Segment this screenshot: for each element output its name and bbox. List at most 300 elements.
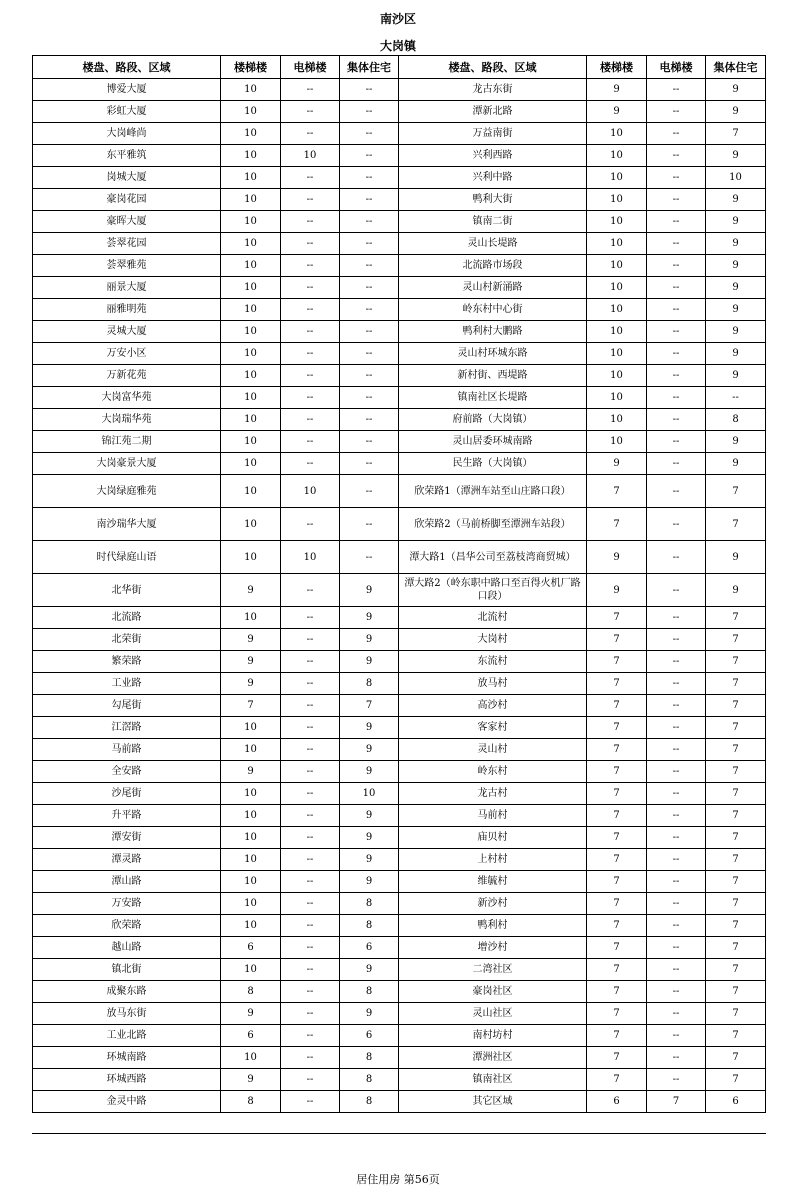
table-row: [33, 761, 766, 783]
table-row: [33, 1025, 766, 1047]
value-cell: 7: [706, 508, 766, 541]
value-cell: 7: [706, 959, 766, 981]
value-cell: 7: [587, 607, 647, 629]
value-cell: 10: [221, 893, 281, 915]
value-cell: --: [340, 431, 399, 453]
value-cell: 6: [340, 1025, 399, 1047]
value-cell: 7: [706, 805, 766, 827]
location-cell: 豪岗花园: [33, 189, 221, 211]
value-cell: 6: [340, 937, 399, 959]
location-cell: 鸭利村大鹏路: [399, 321, 587, 343]
value-cell: --: [340, 79, 399, 101]
value-cell: 7: [647, 1091, 706, 1113]
value-cell: --: [647, 717, 706, 739]
location-cell: 兴利中路: [399, 167, 587, 189]
value-cell: --: [281, 783, 340, 805]
location-cell: 大岗富华苑: [33, 387, 221, 409]
value-cell: 6: [221, 937, 281, 959]
value-cell: 9: [706, 101, 766, 123]
location-cell: 高沙村: [399, 695, 587, 717]
value-cell: 7: [587, 805, 647, 827]
value-cell: --: [281, 255, 340, 277]
location-cell: 丽雅明苑: [33, 299, 221, 321]
location-cell: 欣荣路2（马前桥脚至潭洲车站段）: [399, 508, 587, 541]
value-cell: 10: [221, 343, 281, 365]
table-row: [33, 783, 766, 805]
value-cell: --: [647, 574, 706, 607]
value-cell: --: [647, 937, 706, 959]
table-row: [33, 893, 766, 915]
value-cell: --: [281, 739, 340, 761]
value-cell: 7: [706, 871, 766, 893]
value-cell: 7: [587, 475, 647, 508]
value-cell: --: [340, 277, 399, 299]
table-row: [33, 673, 766, 695]
location-cell: 锦江苑二期: [33, 431, 221, 453]
table-row: [33, 101, 766, 123]
value-cell: 10: [221, 321, 281, 343]
value-cell: --: [340, 233, 399, 255]
table-row: [33, 255, 766, 277]
table-row: [33, 871, 766, 893]
value-cell: 9: [706, 255, 766, 277]
value-cell: 7: [587, 1069, 647, 1091]
table-row: [33, 343, 766, 365]
table-row: [33, 508, 766, 541]
value-cell: 10: [221, 387, 281, 409]
table-row: [33, 321, 766, 343]
table-row: [33, 607, 766, 629]
value-cell: --: [647, 695, 706, 717]
value-cell: 10: [221, 211, 281, 233]
table-row: [33, 629, 766, 651]
value-cell: 10: [587, 365, 647, 387]
location-cell: 灵山村环城东路: [399, 343, 587, 365]
table-row: [33, 915, 766, 937]
value-cell: 7: [340, 695, 399, 717]
header-row: [33, 56, 766, 79]
value-cell: 7: [587, 717, 647, 739]
value-cell: --: [281, 343, 340, 365]
location-cell: 鸭利大街: [399, 189, 587, 211]
value-cell: 9: [706, 299, 766, 321]
value-cell: --: [647, 1047, 706, 1069]
value-cell: 9: [221, 651, 281, 673]
table-row: [33, 365, 766, 387]
value-cell: --: [647, 343, 706, 365]
value-cell: 7: [706, 981, 766, 1003]
value-cell: --: [647, 761, 706, 783]
value-cell: --: [281, 673, 340, 695]
location-cell: 增沙村: [399, 937, 587, 959]
value-cell: --: [281, 365, 340, 387]
value-cell: --: [281, 915, 340, 937]
table-row: [33, 717, 766, 739]
table-row: [33, 981, 766, 1003]
value-cell: --: [281, 717, 340, 739]
value-cell: 10: [281, 145, 340, 167]
value-cell: --: [340, 321, 399, 343]
value-cell: 9: [587, 541, 647, 574]
value-cell: --: [281, 101, 340, 123]
value-cell: --: [340, 453, 399, 475]
location-cell: 潭大路1（昌华公司至荔枝湾商贸城）: [399, 541, 587, 574]
value-cell: --: [281, 893, 340, 915]
value-cell: 9: [340, 959, 399, 981]
district-title: 南沙区: [379, 12, 416, 26]
location-cell: 民生路（大岗镇）: [399, 453, 587, 475]
value-cell: 7: [706, 673, 766, 695]
value-cell: 7: [587, 849, 647, 871]
value-cell: 7: [706, 783, 766, 805]
header-cell: 楼梯楼: [587, 56, 647, 79]
value-cell: 9: [706, 541, 766, 574]
location-cell: 繁荣路: [33, 651, 221, 673]
value-cell: --: [281, 805, 340, 827]
value-cell: 9: [340, 805, 399, 827]
value-cell: 10: [221, 1047, 281, 1069]
value-cell: --: [340, 167, 399, 189]
value-cell: --: [281, 409, 340, 431]
location-cell: 上村村: [399, 849, 587, 871]
value-cell: 7: [706, 695, 766, 717]
value-cell: --: [647, 607, 706, 629]
value-cell: 7: [706, 607, 766, 629]
value-cell: 9: [340, 607, 399, 629]
value-cell: 7: [706, 1025, 766, 1047]
value-cell: --: [647, 299, 706, 321]
location-cell: 镇南社区: [399, 1069, 587, 1091]
value-cell: --: [340, 343, 399, 365]
value-cell: --: [647, 805, 706, 827]
value-cell: 7: [706, 1047, 766, 1069]
value-cell: --: [647, 739, 706, 761]
table-row: [33, 277, 766, 299]
value-cell: --: [281, 574, 340, 607]
value-cell: 10: [587, 189, 647, 211]
value-cell: --: [647, 475, 706, 508]
location-cell: 维毓村: [399, 871, 587, 893]
value-cell: 10: [340, 783, 399, 805]
table-row: [33, 123, 766, 145]
location-cell: 鸭利村: [399, 915, 587, 937]
value-cell: --: [281, 277, 340, 299]
value-cell: 10: [221, 189, 281, 211]
value-cell: 10: [587, 211, 647, 233]
location-cell: 南沙瑞华大厦: [33, 508, 221, 541]
location-cell: 马前路: [33, 739, 221, 761]
value-cell: --: [647, 849, 706, 871]
value-cell: --: [281, 299, 340, 321]
value-cell: 8: [340, 673, 399, 695]
value-cell: 9: [340, 574, 399, 607]
value-cell: 10: [221, 508, 281, 541]
table-row: [33, 1047, 766, 1069]
location-cell: 北华街: [33, 574, 221, 607]
value-cell: 10: [221, 79, 281, 101]
value-cell: 9: [706, 211, 766, 233]
location-cell: 庙贝村: [399, 827, 587, 849]
value-cell: 7: [587, 1003, 647, 1025]
value-cell: 7: [221, 695, 281, 717]
value-cell: 9: [706, 79, 766, 101]
header-cell: 电梯楼: [647, 56, 706, 79]
value-cell: 9: [706, 321, 766, 343]
value-cell: 7: [587, 508, 647, 541]
value-cell: 9: [706, 277, 766, 299]
value-cell: 9: [706, 431, 766, 453]
location-cell: 欣荣路1（潭洲车站至山庄路口段）: [399, 475, 587, 508]
value-cell: 9: [221, 1069, 281, 1091]
value-cell: 9: [706, 574, 766, 607]
value-cell: --: [281, 167, 340, 189]
value-cell: 9: [221, 629, 281, 651]
value-cell: 9: [340, 651, 399, 673]
value-cell: --: [647, 211, 706, 233]
value-cell: 8: [340, 1047, 399, 1069]
value-cell: --: [647, 365, 706, 387]
table-row: [33, 387, 766, 409]
location-cell: 江滘路: [33, 717, 221, 739]
header-cell: 楼盘、路段、区域: [33, 56, 221, 79]
value-cell: 10: [221, 475, 281, 508]
location-cell: 万安路: [33, 893, 221, 915]
value-cell: 7: [587, 959, 647, 981]
value-cell: --: [281, 211, 340, 233]
value-cell: 9: [340, 717, 399, 739]
value-cell: 9: [340, 849, 399, 871]
page-footer: 居住用房 第56页: [356, 1173, 440, 1186]
value-cell: 7: [706, 629, 766, 651]
value-cell: --: [647, 79, 706, 101]
location-cell: 岗城大厦: [33, 167, 221, 189]
value-cell: 9: [706, 365, 766, 387]
table-row: [33, 1003, 766, 1025]
value-cell: --: [281, 79, 340, 101]
table-row: [33, 827, 766, 849]
value-cell: --: [647, 508, 706, 541]
table-row: [33, 431, 766, 453]
location-cell: 越山路: [33, 937, 221, 959]
value-cell: 7: [706, 937, 766, 959]
value-cell: 7: [587, 871, 647, 893]
value-cell: --: [281, 629, 340, 651]
value-cell: --: [340, 508, 399, 541]
value-cell: 7: [587, 827, 647, 849]
value-cell: 7: [587, 695, 647, 717]
location-cell: 东平雅筑: [33, 145, 221, 167]
location-cell: 工业北路: [33, 1025, 221, 1047]
value-cell: 10: [221, 783, 281, 805]
location-cell: 北流路: [33, 607, 221, 629]
value-cell: 9: [706, 233, 766, 255]
table-row: [33, 937, 766, 959]
value-cell: --: [647, 673, 706, 695]
value-cell: 10: [221, 431, 281, 453]
table-row: [33, 167, 766, 189]
value-cell: 9: [587, 574, 647, 607]
value-cell: 10: [587, 233, 647, 255]
value-cell: --: [647, 409, 706, 431]
value-cell: 7: [706, 849, 766, 871]
value-cell: --: [340, 299, 399, 321]
table-row: [33, 651, 766, 673]
value-cell: 10: [587, 343, 647, 365]
value-cell: --: [281, 189, 340, 211]
header-cell: 电梯楼: [281, 56, 340, 79]
location-cell: 灵山村新涌路: [399, 277, 587, 299]
location-cell: 潭山路: [33, 871, 221, 893]
location-cell: 环城西路: [33, 1069, 221, 1091]
location-cell: 府前路（大岗镇）: [399, 409, 587, 431]
header-cell: 楼梯楼: [221, 56, 281, 79]
value-cell: --: [281, 387, 340, 409]
location-cell: 灵山长堤路: [399, 233, 587, 255]
value-cell: --: [340, 145, 399, 167]
value-cell: 10: [221, 827, 281, 849]
location-cell: 万安小区: [33, 343, 221, 365]
value-cell: 10: [221, 277, 281, 299]
location-cell: 工业路: [33, 673, 221, 695]
value-cell: 10: [587, 409, 647, 431]
value-cell: --: [281, 1003, 340, 1025]
value-cell: 7: [587, 1025, 647, 1047]
value-cell: --: [340, 101, 399, 123]
value-cell: 10: [221, 871, 281, 893]
price-table: [32, 55, 766, 1113]
value-cell: 10: [587, 255, 647, 277]
location-cell: 北流路市场段: [399, 255, 587, 277]
value-cell: 10: [221, 717, 281, 739]
value-cell: 10: [587, 299, 647, 321]
location-cell: 欣荣路: [33, 915, 221, 937]
table-row: [33, 409, 766, 431]
value-cell: 7: [587, 893, 647, 915]
value-cell: 7: [706, 475, 766, 508]
location-cell: 时代绿庭山语: [33, 541, 221, 574]
value-cell: 8: [340, 915, 399, 937]
location-cell: 灵山社区: [399, 1003, 587, 1025]
location-cell: 沙尾街: [33, 783, 221, 805]
value-cell: 8: [221, 1091, 281, 1113]
location-cell: 大岗豪景大厦: [33, 453, 221, 475]
value-cell: 7: [706, 1003, 766, 1025]
value-cell: --: [647, 1069, 706, 1091]
location-cell: 勾尾街: [33, 695, 221, 717]
value-cell: --: [647, 871, 706, 893]
location-cell: 荟翠雅苑: [33, 255, 221, 277]
value-cell: 7: [587, 937, 647, 959]
location-cell: 镇南二街: [399, 211, 587, 233]
location-cell: 潭大路2（岭东职中路口至百得火机厂路口段）: [399, 574, 587, 607]
value-cell: --: [281, 1069, 340, 1091]
value-cell: 8: [221, 981, 281, 1003]
value-cell: --: [647, 189, 706, 211]
value-cell: 9: [587, 101, 647, 123]
value-cell: 10: [221, 739, 281, 761]
header-cell: 楼盘、路段、区域: [399, 56, 587, 79]
value-cell: 6: [221, 1025, 281, 1047]
value-cell: --: [706, 387, 766, 409]
value-cell: 9: [221, 673, 281, 695]
value-cell: 8: [340, 981, 399, 1003]
location-cell: 兴利西路: [399, 145, 587, 167]
location-cell: 灵山居委环城南路: [399, 431, 587, 453]
value-cell: --: [647, 145, 706, 167]
value-cell: 9: [706, 189, 766, 211]
table-row: [33, 959, 766, 981]
location-cell: 大岗绿庭雅苑: [33, 475, 221, 508]
value-cell: --: [281, 871, 340, 893]
value-cell: 10: [221, 167, 281, 189]
value-cell: 10: [281, 475, 340, 508]
location-cell: 豪晖大厦: [33, 211, 221, 233]
value-cell: 10: [221, 365, 281, 387]
value-cell: 10: [221, 123, 281, 145]
value-cell: 9: [221, 574, 281, 607]
value-cell: --: [340, 255, 399, 277]
value-cell: --: [647, 959, 706, 981]
value-cell: --: [647, 277, 706, 299]
location-cell: 客家村: [399, 717, 587, 739]
table-row: [33, 1091, 766, 1113]
location-cell: 马前村: [399, 805, 587, 827]
location-cell: 其它区域: [399, 1091, 587, 1113]
location-cell: 万益南街: [399, 123, 587, 145]
value-cell: 10: [221, 959, 281, 981]
value-cell: --: [281, 453, 340, 475]
location-cell: 岭东村: [399, 761, 587, 783]
location-cell: 岭东村中心街: [399, 299, 587, 321]
value-cell: 7: [587, 629, 647, 651]
table-body: [33, 79, 766, 1113]
table-row: [33, 849, 766, 871]
table-row: [33, 574, 766, 607]
value-cell: --: [340, 211, 399, 233]
value-cell: 7: [587, 673, 647, 695]
value-cell: 10: [221, 805, 281, 827]
location-cell: 大岗瑞华苑: [33, 409, 221, 431]
value-cell: 7: [706, 915, 766, 937]
value-cell: --: [647, 321, 706, 343]
value-cell: 10: [221, 849, 281, 871]
value-cell: --: [340, 365, 399, 387]
location-cell: 镇南社区长堤路: [399, 387, 587, 409]
value-cell: 7: [706, 739, 766, 761]
value-cell: 10: [221, 607, 281, 629]
value-cell: --: [340, 475, 399, 508]
location-cell: 灵城大厦: [33, 321, 221, 343]
value-cell: 9: [587, 79, 647, 101]
value-cell: --: [647, 233, 706, 255]
value-cell: --: [647, 167, 706, 189]
value-cell: 7: [706, 1069, 766, 1091]
value-cell: 10: [221, 233, 281, 255]
table-row: [33, 805, 766, 827]
location-cell: 彩虹大厦: [33, 101, 221, 123]
value-cell: 10: [587, 277, 647, 299]
table-row: [33, 541, 766, 574]
value-cell: 6: [706, 1091, 766, 1113]
value-cell: 7: [706, 893, 766, 915]
value-cell: 10: [587, 167, 647, 189]
location-cell: 东流村: [399, 651, 587, 673]
value-cell: 10: [221, 453, 281, 475]
value-cell: 10: [587, 431, 647, 453]
location-cell: 丽景大厦: [33, 277, 221, 299]
value-cell: --: [647, 827, 706, 849]
value-cell: 10: [587, 321, 647, 343]
